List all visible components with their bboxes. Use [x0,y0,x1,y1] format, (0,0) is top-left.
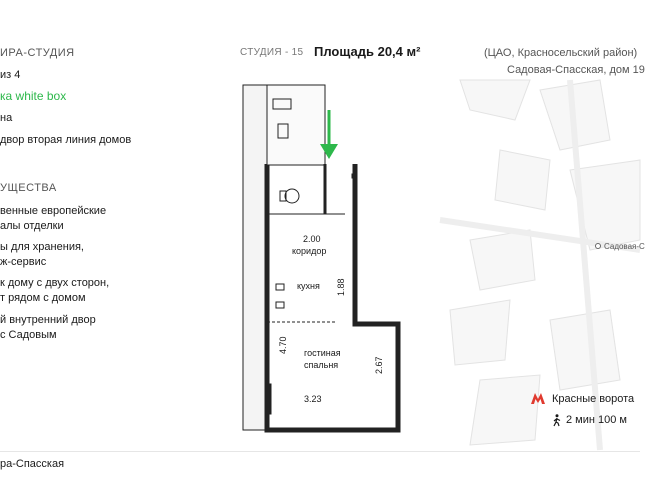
metro-info [530,392,634,405]
living-label-2: спальня [304,360,339,370]
metro-icon [530,392,546,405]
advantage-line: венные европейские [0,205,107,217]
advantage-line: т рядом с домом [0,292,86,304]
corridor-dim: 2.00 [303,234,321,244]
bottom-dim: 3.23 [304,394,322,404]
metro-station-name: Красные ворота [552,392,635,405]
map-street-label: Садовая-С [604,242,645,251]
fixture-dot [352,174,356,178]
advantage-line: ж-сервис [0,256,47,268]
location-pin-icon [595,243,601,249]
advantage-line: ы для хранения, [0,241,84,253]
advantage-item [0,313,150,343]
feature-item-finish: ка white box [0,89,67,103]
advantage-item [0,204,150,234]
wall-stub [267,384,271,414]
left-corridor-wall [243,85,267,430]
kitchen-fixture [276,284,284,290]
address-line-2: Садовая-Спасская, дом 19 [507,64,645,76]
footer-left-text: ра-Спасская [0,458,65,470]
advantages-title: УЩЕСТВА [0,182,57,194]
feature-item: на [0,112,13,124]
left-title: ИРА-СТУДИЯ [0,47,75,59]
area-label: Площадь 20,4 м² [314,44,421,59]
feature-item: двор вторая линия домов [0,134,132,146]
advantage-line: к дому с двух сторон, [0,277,110,289]
walls [243,85,398,430]
toilet-fixture [285,189,299,203]
advantage-item [0,276,150,306]
unit-type-label: СТУДИЯ - 15 [240,47,304,58]
advantage-line: алы отделки [0,220,64,232]
walking-person-icon [552,414,562,426]
walk-time: 2 мин 100 м [566,414,627,426]
advantage-item [0,240,150,270]
advantage-line: с Садовым [0,329,57,341]
kitchen-fixture [276,302,284,308]
kitchen-dim: 1.88 [336,278,346,296]
walk-info [552,414,627,426]
corridor-label: коридор [292,246,327,256]
feature-item: из 4 [0,69,21,81]
entry-block [267,85,325,165]
footer-divider [0,451,640,452]
advantage-line: й внутренний двор [0,314,96,326]
address-line-1: (ЦАО, Красносельский район) [484,47,638,59]
floor-plan [240,84,400,434]
right-dim: 2.67 [374,356,384,374]
features-column [0,0,215,480]
outer-wall [267,164,398,430]
left-dim: 4.70 [278,336,288,354]
living-label-1: гостиная [304,348,341,358]
kitchen-label: кухня [297,281,320,291]
